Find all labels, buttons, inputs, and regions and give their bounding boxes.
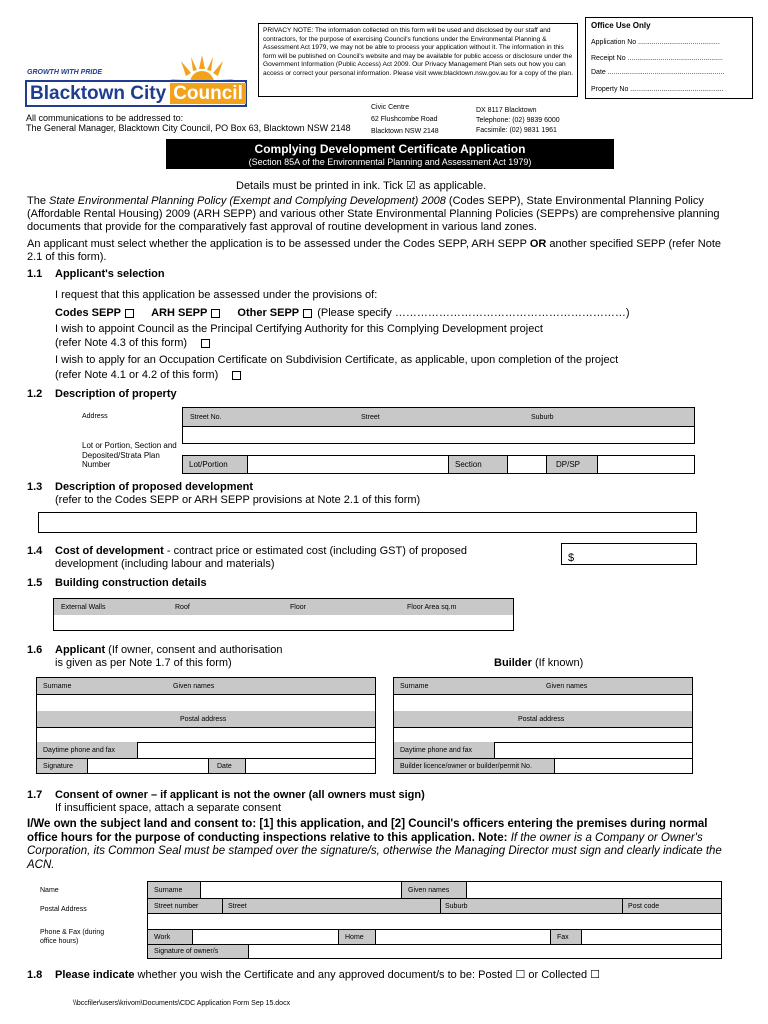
- other-sepp-checkbox[interactable]: [303, 309, 312, 318]
- owner-address-input[interactable]: [148, 914, 721, 930]
- owner-postcode-label: Post code: [628, 903, 660, 910]
- form-subtitle: (Section 85A of the Environmental Planning and Assessment Act 1979): [248, 157, 532, 167]
- intro2-text-a: An applicant must select whether the application is to be assessed under the Codes SEPP, ARH SEPP: [27, 238, 530, 250]
- builder-phone-input[interactable]: [495, 742, 692, 759]
- section-1-7-sub: If insufficient space, attach a separate consent: [55, 802, 282, 814]
- pca-line2-row: [55, 337, 210, 350]
- office-use-box: [585, 17, 753, 99]
- footer-path: \\bccfiler\users\krivom\Documents\CDC Application Form Sep 15.docx: [73, 1000, 291, 1007]
- section-1-2-title: Description of property: [55, 388, 177, 400]
- applicant-table: [36, 677, 376, 774]
- intro-paragraph: [27, 195, 727, 234]
- section-1-5-num: 1.5: [27, 577, 43, 589]
- applicant-given-label: Given names: [173, 683, 215, 690]
- section-1-4-text: [55, 545, 467, 558]
- owner-fax-label: Fax: [557, 934, 569, 941]
- section-1-6-num: 1.6: [27, 644, 43, 656]
- oc-checkbox[interactable]: [232, 371, 241, 380]
- civic-line2: 62 Flushcombe Road: [371, 116, 438, 123]
- section-1-4-text1: - contract price or estimated cost (including GST) of proposed: [163, 545, 468, 557]
- construction-input[interactable]: [54, 615, 513, 630]
- applicant-title: Applicant: [55, 644, 106, 656]
- applicant-phone-input[interactable]: [138, 742, 375, 759]
- owner-suburb-label: Suburb: [445, 903, 468, 910]
- floor-label: Floor: [290, 604, 306, 611]
- contact-phone: Telephone: (02) 9839 6000: [476, 117, 560, 124]
- comms-line2: The General Manager, Blacktown City Council, PO Box 63, Blacktown NSW 2148: [26, 123, 351, 133]
- privacy-note-box: [258, 23, 578, 97]
- section-1-5-title: Building construction details: [55, 577, 207, 589]
- other-sepp-label: Other SEPP: [237, 307, 300, 319]
- applicant-phone-label: Daytime phone and fax: [43, 747, 115, 754]
- codes-sepp-checkbox[interactable]: [125, 309, 134, 318]
- builder-licence-label: Builder licence/owner or builder/permit No.: [400, 763, 532, 770]
- contact-dx: DX 8117 Blacktown: [476, 107, 537, 114]
- dp-sp-input[interactable]: [597, 455, 695, 474]
- office-property-no: Property No ................................................: [591, 86, 724, 93]
- section-input[interactable]: [507, 455, 547, 474]
- applicant-postal-label: Postal address: [180, 716, 227, 723]
- section-1-3-sub: (refer to the Codes SEPP or ARH SEPP provisions at Note 2.1 of this form): [55, 494, 421, 506]
- owner-signature-input[interactable]: [249, 945, 721, 958]
- owner-postal-label: Postal Address: [40, 906, 87, 913]
- applicant-surname-label: Surname: [43, 683, 72, 690]
- builder-sub: (If known): [531, 657, 584, 669]
- applicant-postal-input[interactable]: [37, 728, 375, 743]
- owner-consent-text: [27, 818, 727, 872]
- office-application-no: Application No ..........................................: [591, 39, 720, 46]
- civic-address: [371, 103, 439, 136]
- builder-surname-label: Surname: [400, 683, 429, 690]
- codes-sepp-label: Codes SEPP: [55, 307, 122, 319]
- builder-heading: [494, 657, 583, 670]
- section-1-8-title: Please indicate: [55, 969, 135, 981]
- builder-given-label: Given names: [546, 683, 588, 690]
- section-1-1-title: Applicant's selection: [55, 268, 165, 280]
- external-walls-label: External Walls: [61, 604, 106, 611]
- intro-paragraph-2: [27, 238, 727, 264]
- intro2-or: OR: [529, 238, 547, 250]
- owner-surname-label: Surname: [154, 887, 183, 894]
- applicant-name-input[interactable]: [37, 695, 375, 712]
- oc-line1: I wish to apply for an Occupation Certificate on Subdivision Certificate, as applicable, upon completion of the project: [55, 354, 619, 366]
- form-title-bar: [166, 139, 614, 169]
- arh-sepp-checkbox[interactable]: [211, 309, 220, 318]
- form-title: Complying Development Certificate Application: [254, 142, 526, 156]
- owner-street-label: Street: [228, 903, 247, 910]
- logo-word-blacktown: Blacktown City: [30, 83, 167, 104]
- applicant-signature-input[interactable]: [88, 759, 209, 773]
- pca-line1: I wish to appoint Council as the Principal Certifying Authority for this Complying Development project: [55, 323, 543, 335]
- delivery-options: whether you wish the Certificate and any approved document/s to be: Posted ☐ or Collected ☐: [134, 969, 600, 981]
- oc-line2: (refer Note 4.1 or 4.2 of this form): [55, 369, 219, 381]
- section-label: Section: [455, 460, 482, 469]
- section-1-6-text: [55, 644, 282, 657]
- construction-table: [53, 598, 514, 631]
- builder-postal-input[interactable]: [394, 728, 692, 743]
- section-1-2-num: 1.2: [27, 388, 43, 400]
- section-1-7-num: 1.7: [27, 789, 43, 801]
- owner-surname-input[interactable]: [201, 882, 402, 899]
- owner-work-label: Work: [154, 934, 171, 941]
- address-table: [182, 407, 695, 444]
- owner-suburb-divider: [440, 899, 441, 913]
- section-1-4-num: 1.4: [27, 545, 43, 557]
- owner-given-input[interactable]: [467, 882, 721, 899]
- logo-tagline: GROWTH WITH PRIDE: [27, 69, 103, 76]
- print-instruction: Details must be printed in ink. Tick ☑ as applicable.: [236, 180, 487, 192]
- civic-line3: Blacktown NSW 2148: [371, 128, 439, 135]
- office-date: Date ............................................................: [591, 69, 725, 76]
- owner-given-label: Given names: [408, 887, 450, 894]
- owner-work-input[interactable]: [193, 930, 339, 945]
- applicant-signature-label: Signature: [43, 763, 73, 770]
- owner-street-number-label: Street number: [154, 903, 199, 910]
- oc-line2-row: [55, 369, 241, 382]
- owner-home-input[interactable]: [376, 930, 551, 945]
- street-label: Street: [361, 414, 380, 421]
- section-1-7-title: Consent of owner – if applicant is not the owner (all owners must sign): [55, 789, 425, 801]
- section-1-3-num: 1.3: [27, 481, 43, 493]
- applicant-text2: is given as per Note 1.7 of this form): [55, 657, 232, 669]
- owner-home-label: Home: [345, 934, 364, 941]
- pca-line2: (refer Note 4.3 of this form): [55, 337, 188, 349]
- section-1-3-title: Description of proposed development: [55, 481, 254, 493]
- applicant-date-label: Date: [217, 763, 232, 770]
- owner-signature-label: Signature of owner/s: [154, 948, 219, 955]
- sepp-options: [55, 307, 630, 320]
- pca-checkbox[interactable]: [201, 339, 210, 348]
- contact-fax: Facsimile: (02) 9831 1961: [476, 127, 557, 134]
- section-1-1-num: 1.1: [27, 268, 43, 280]
- owner-table: [147, 881, 722, 959]
- office-receipt-no: Receipt No .................................................: [591, 55, 723, 62]
- privacy-note: PRIVACY NOTE: The information collected on this form will be used and disclosed by our staff and contractors, for the purpose of exercising Council's functions under the Environmental Planning & Assessment Act 1979, we may not be able to process your application without it. The information in this form will be published on Council's website and may be available for public access or disclosure under the Government Information (Public Access) Act 2009. Our Privacy Management Plan sets out how you can access or correct your personal information. Please visit www.blacktown.nsw.gov.au for a copy of the plan.: [263, 27, 573, 77]
- intro2-text-b: another specified SEPP (refer Note 2.1 of this form).: [27, 238, 722, 263]
- civic-line1: Civic Centre: [371, 104, 410, 111]
- please-specify: (Please specify ………………………………………………………): [317, 307, 630, 319]
- builder-licence-input[interactable]: [555, 759, 692, 773]
- comms-line1: All communications to be addressed to:: [26, 113, 184, 123]
- street-no-label: Street No.: [190, 414, 222, 421]
- roof-label: Roof: [175, 604, 190, 611]
- section-1-8-num: 1.8: [27, 969, 43, 981]
- address-header-row: [183, 408, 694, 427]
- dollar-sign: $: [568, 552, 575, 564]
- builder-table: [393, 677, 693, 774]
- owner-name-label: Name: [40, 887, 59, 894]
- builder-postal-label: Postal address: [518, 716, 565, 723]
- section-1-8-text: [55, 969, 600, 982]
- address-label: Address: [82, 413, 108, 420]
- logo-wordmark-box: [25, 80, 247, 107]
- intro-text-italic: State Environmental Planning Policy (Exempt and Complying Development) 2008: [49, 195, 446, 207]
- floor-area-label: Floor Area sq.m: [407, 604, 457, 611]
- owner-street-divider: [222, 899, 223, 913]
- suburb-label: Suburb: [531, 414, 554, 421]
- contact-details: [476, 106, 560, 135]
- applicant-date-input[interactable]: [246, 759, 375, 773]
- cost-input[interactable]: [561, 543, 697, 565]
- intro-text-a: The: [27, 195, 50, 207]
- dp-sp-label: DP/SP: [556, 460, 581, 469]
- applicant-text1: (If owner, consent and authorisation: [105, 644, 283, 656]
- arh-sepp-label: ARH SEPP: [151, 307, 208, 319]
- owner-phone-label: Phone & Fax (during office hours): [40, 929, 105, 945]
- council-logo: [25, 55, 250, 113]
- consent-italic: If the owner is a Company or Owner's Corporation, its Common Seal must be stamped over the signature/s, otherwise the Managing Director must sign and clearly indicate the ACN.: [27, 831, 722, 871]
- lot-description-label: Lot or Portion, Section and Deposited/Strata Plan Number: [82, 441, 177, 469]
- owner-postcode-divider: [622, 899, 623, 913]
- owner-fax-input[interactable]: [582, 930, 721, 945]
- logo-word-council: Council: [170, 83, 246, 104]
- office-use-title: Office Use Only: [591, 21, 651, 30]
- section-1-4-title: Cost of development: [55, 545, 164, 557]
- builder-title: Builder: [494, 657, 532, 669]
- intro-text-b: (Codes SEPP), State Environmental Planning Policy (Affordable Rental Housing) 2009 (ARH SEPP) and various other State Environmental Planning Policies (SEPPs) are comprehensive planning documents that provide for the comparatively fast approval of routine development in various land zones.: [27, 195, 720, 233]
- section-1-4-text2: development (including labour and materials): [55, 558, 275, 570]
- consent-bold: I/We own the subject land and consent to: [1] this application, and [2] Council's officers entering the premises during normal office hours for the purpose of conducting inspections relative to this application. Note:: [27, 818, 708, 844]
- builder-phone-label: Daytime phone and fax: [400, 747, 472, 754]
- address-input[interactable]: [183, 427, 694, 443]
- builder-name-header: [394, 678, 692, 695]
- assessment-request: I request that this application be assessed under the provisions of:: [55, 289, 378, 301]
- proposed-development-input[interactable]: [38, 512, 697, 533]
- lot-portion-label: Lot/Portion: [189, 460, 228, 469]
- builder-name-input[interactable]: [394, 695, 692, 712]
